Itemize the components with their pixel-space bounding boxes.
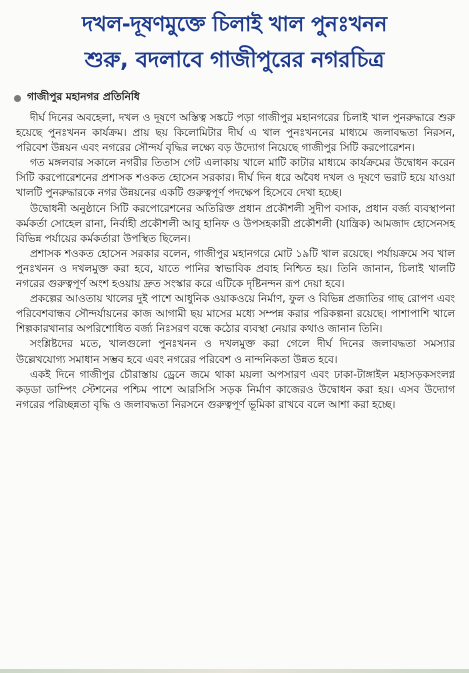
article-paragraph: গত মঙ্গলবার সকালে নগরীর তিতাস গেট এলাকায় খালে মাটি কাটার মাধ্যমে কার্যক্রমের উদ্বোধন করেন সিটি করপোরেশনের প্রশাসক শওকত হোসেন সরকার। দীর্ঘ দিন ধরে অবৈধ দখল ও দূষণে ভরাট হয়ে যাওয়া খালটি পুনরুদ্ধারকে নগর উন্নয়নের একটি গুরুত্বপূর্ণ পদক্ষেপ হিসেবে দেখা হচ্ছে।	[16, 157, 455, 200]
article-paragraph: দীর্ঘ দিনের অবহেলা, দখল ও দূষণে অস্তিত্ব সঙ্কটে পড়া গাজীপুর মহানগরের চিলাই খাল পুনরুদ্ধারে শুরু হয়েছে পুনঃখনন কার্যক্রম। প্রায় ছয় কিলোমিটার দীর্ঘ এ খাল পুনঃখননের মাধ্যমে জলাবদ্ধতা নিরসন, পরিবেশ উন্নয়ন এবং নগরের সৌন্দর্য বৃদ্ধির লক্ষ্যে বড় উদ্যোগ নিয়েছে গাজীপুর সিটি করপোরেশন।	[16, 112, 455, 155]
article-paragraph: প্রকল্পের আওতায় খালের দুই পাশে আধুনিক ওয়াকওয়ে নির্মাণ, ফুল ও বিভিন্ন প্রজাতির গাছ রোপণ এবং পরিবেশবান্ধব সৌন্দর্যায়নের কাজ আগামী ছয় মাসের মধ্যে সম্পন্ন করার পরিকল্পনা রয়েছে। পাশাপাশি খালে শিল্পকারখানার অপরিশোধিত বর্জ্য নিঃসরণ বন্ধে কঠোর ব্যবস্থা নেয়ার কথাও জানান তিনি।	[16, 293, 455, 336]
byline-text: গাজীপুর মহানগর প্রতিনিধি	[27, 91, 140, 103]
bottom-edge	[0, 669, 469, 673]
article-paragraph: একই দিনে গাজীপুর চৌরাস্তায় ড্রেনে জমে থাকা ময়লা অপসারণ এবং ঢাকা-টাঙ্গাইল মহাসড়কসংলগ্ন কড়ডা ডাম্পিং স্টেশনের পশ্চিম পাশে আরসিসি সড়ক নির্মাণ কাজেরও উদ্বোধন করা হয়। এসব উদ্যোগ নগরের পরিচ্ছন্নতা বৃদ্ধি ও জলাবদ্ধতা নিরসনে গুরুত্বপূর্ণ ভূমিকা রাখবে বলে আশা করা হচ্ছে।	[16, 368, 455, 411]
article-paragraph: উদ্বোধনী অনুষ্ঠানে সিটি করপোরেশনের অতিরিক্ত প্রধান প্রকৌশলী সুদীপ বসাক, প্রধান বর্জ্য ব্যবস্থাপনা কর্মকর্তা সোহেল রানা, নির্বাহী প্রকৌশলী আবু হানিফ ও উপসহকারী প্রকৌশলী (যান্ত্রিক) আমজাদ হোসেনসহ বিভিন্ন পর্যায়ের কর্মকর্তারা উপস্থিত ছিলেন।	[16, 202, 455, 245]
headline	[0, 0, 469, 80]
headline-line-2: শুরু, বদলাবে গাজীপুরের নগরচিত্র	[84, 48, 385, 73]
article-paragraph: সংশ্লিষ্টদের মতে, খালগুলো পুনঃখনন ও দখলমুক্ত করা গেলে দীর্ঘ দিনের জলাবদ্ধতা সমস্যার উল্লেখযোগ্য সমাধান সম্ভব হবে এবং নগরের পরিবেশ ও নান্দনিকতা উন্নত হবে।	[16, 338, 455, 366]
article-body	[0, 111, 469, 413]
byline	[14, 90, 457, 107]
headline-line-1: দখল-দূষণমুক্তে চিলাই খাল পুনঃখনন	[82, 12, 387, 36]
bullet-icon	[14, 95, 21, 102]
article-paragraph: প্রশাসক শওকত হোসেন সরকার বলেন, গাজীপুর মহানগরে মোট ১৯টি খাল রয়েছে। পর্যায়ক্রমে সব খাল পুনঃখনন ও দখলমুক্ত করা হবে, যাতে পানির স্বাভাবিক প্রবাহ নিশ্চিত হয়। তিনি জানান, চিলাই খালটি নগরের গুরুত্বপূর্ণ অংশ হওয়ায় দ্রুত সংস্কার করে এটিকে দৃষ্টিনন্দন রূপ দেয়া হবে।	[16, 247, 455, 291]
